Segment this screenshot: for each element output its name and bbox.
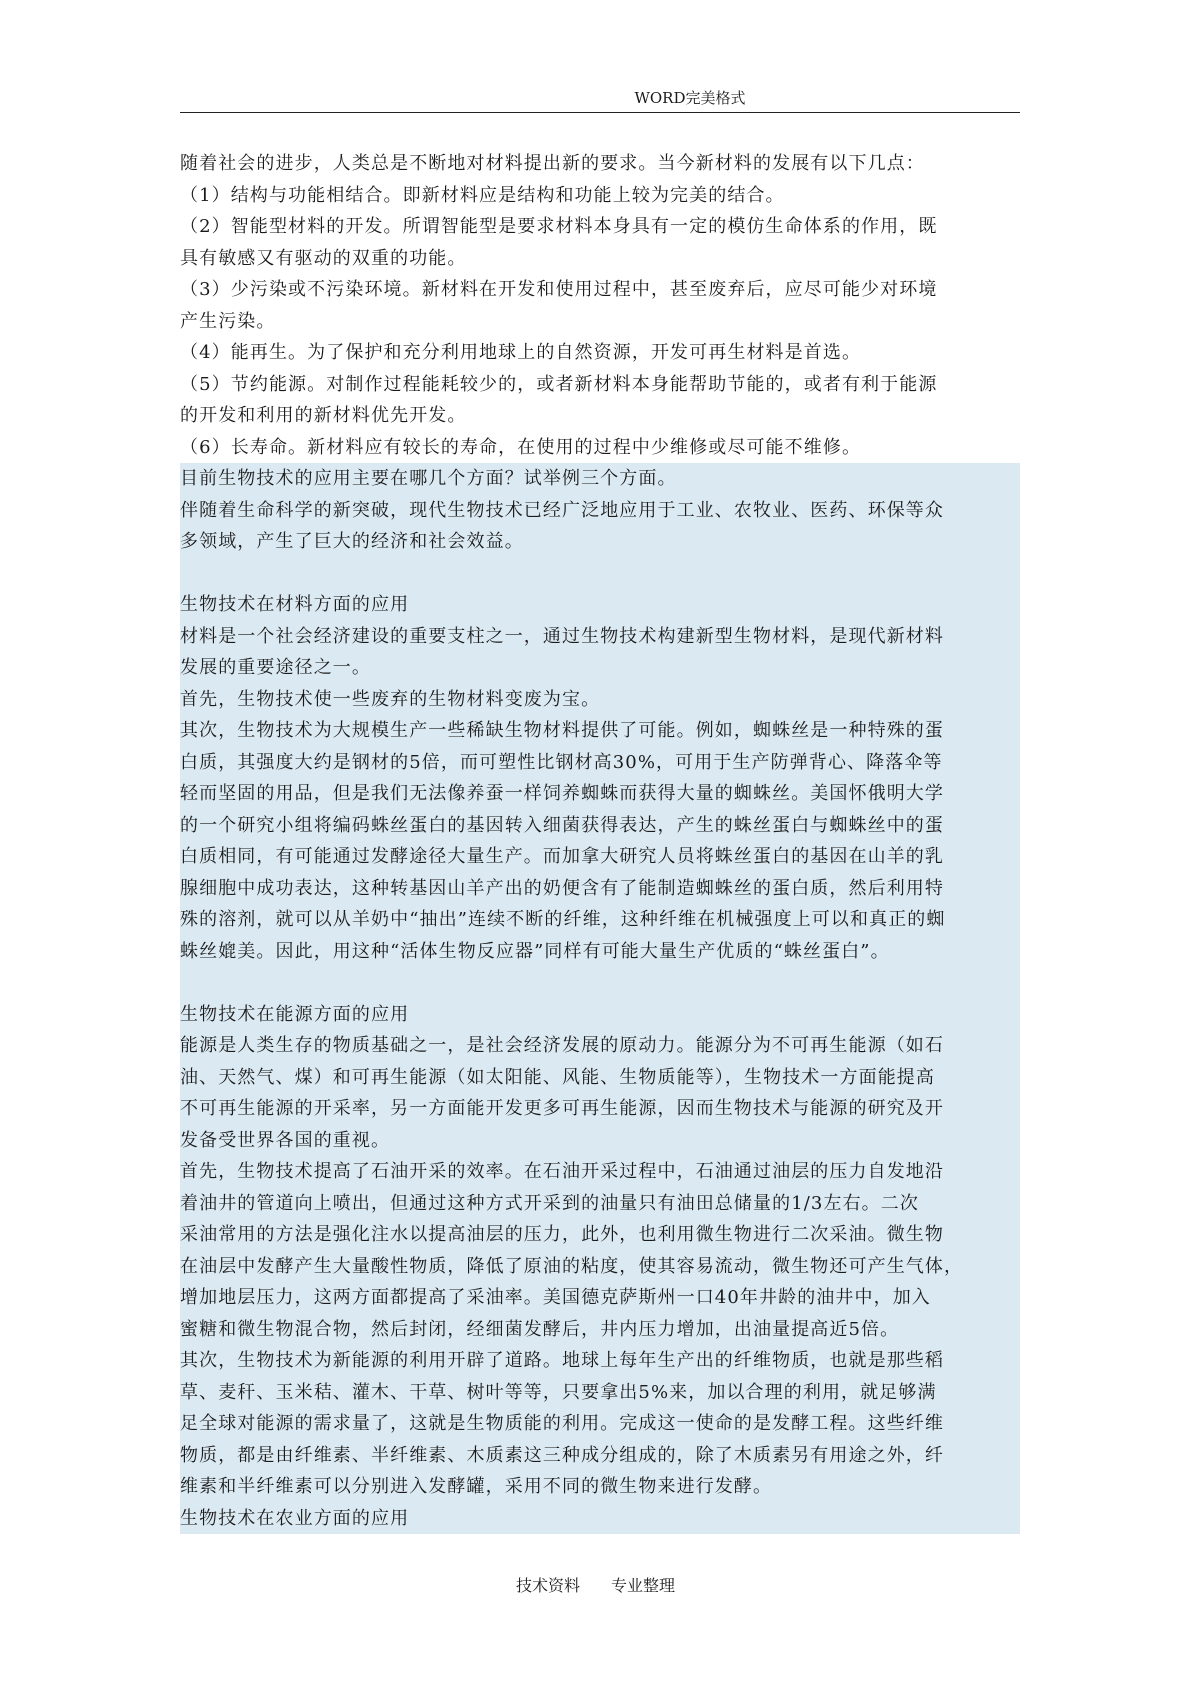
text-line: 多领域，产生了巨大的经济和社会效益。 bbox=[180, 526, 1020, 558]
text-line: （5）节约能源。对制作过程能耗较少的，或者新材料本身能帮助节能的，或者有利于能源 bbox=[180, 373, 938, 395]
text-line: 采油常用的方法是强化注水以提高油层的压力，此外，也利用微生物进行二次采油。微生物 bbox=[180, 1219, 1020, 1251]
text-line: 增加地层压力，这两方面都提高了采油率。美国德克萨斯州一口40年井龄的油井中，加入 bbox=[180, 1282, 1020, 1314]
footer-right: 专业整理 bbox=[611, 1576, 676, 1595]
text-line bbox=[180, 558, 1020, 590]
text-line: 的一个研究小组将编码蛛丝蛋白的基因转入细菌获得表达，产生的蛛丝蛋白与蜘蛛丝中的蛋 bbox=[180, 810, 1020, 842]
text-line: 足全球对能源的需求量了，这就是生物质能的利用。完成这一使命的是发酵工程。这些纤维 bbox=[180, 1408, 1020, 1440]
text-line: 发备受世界各国的重视。 bbox=[180, 1125, 1020, 1157]
text-line: 蛛丝媲美。因此，用这种“活体生物反应器”同样有可能大量生产优质的“蛛丝蛋白”。 bbox=[180, 936, 1020, 968]
text-line: 生物技术在材料方面的应用 bbox=[180, 589, 1020, 621]
text-line: （1）结构与功能相结合。即新材料应是结构和功能上较为完美的结合。 bbox=[180, 184, 785, 206]
text-line: 不可再生能源的开采率，另一方面能开发更多可再生能源，因而生物技术与能源的研究及开 bbox=[180, 1093, 1020, 1125]
text-line: （6）长寿命。新材料应有较长的寿命，在使用的过程中少维修或尽可能不维修。 bbox=[180, 436, 862, 458]
text-line: 生物技术在能源方面的应用 bbox=[180, 999, 1020, 1031]
text-line: 腺细胞中成功表达，这种转基因山羊产出的奶便含有了能制造蜘蛛丝的蛋白质，然后利用特 bbox=[180, 873, 1020, 905]
footer-left: 技术资料 bbox=[515, 1576, 580, 1595]
text-line: 具有敏感又有驱动的双重的功能。 bbox=[180, 247, 467, 269]
text-line: 目前生物技术的应用主要在哪几个方面？试举例三个方面。 bbox=[180, 463, 1020, 495]
text-line: 首先，生物技术使一些废弃的生物材料变废为宝。 bbox=[180, 684, 1020, 716]
text-line: 蜜糖和微生物混合物，然后封闭，经细菌发酵后，井内压力增加，出油量提高近5倍。 bbox=[180, 1314, 1020, 1346]
text-line: （3）少污染或不污染环境。新材料在开发和使用过程中，甚至废弃后，应尽可能少对环境 bbox=[180, 279, 938, 300]
text-line: 殊的溶剂，就可以从羊奶中“抽出”连续不断的纤维，这种纤维在机械强度上可以和真正的蜘 bbox=[180, 904, 1020, 936]
text-line: 首先，生物技术提高了石油开采的效率。在石油开采过程中，石油通过油层的压力自发地沿 bbox=[180, 1156, 1020, 1188]
document-body bbox=[180, 148, 1020, 1534]
text-line: 材料是一个社会经济建设的重要支柱之一，通过生物技术构建新型生物材料，是现代新材料 bbox=[180, 621, 1020, 653]
text-line: 油、天然气、煤）和可再生能源（如太阳能、风能、生物质能等），生物技术一方面能提高 bbox=[180, 1062, 1020, 1094]
text-line: 其次，生物技术为大规模生产一些稀缺生物材料提供了可能。例如，蜘蛛丝是一种特殊的蛋 bbox=[180, 715, 1020, 747]
text-line: 轻而坚固的用品，但是我们无法像养蚕一样饲养蜘蛛而获得大量的蜘蛛丝。美国怀俄明大学 bbox=[180, 778, 1020, 810]
text-line: 能源是人类生存的物质基础之一，是社会经济发展的原动力。能源分为不可再生能源（如石 bbox=[180, 1030, 1020, 1062]
header-title: WORD完美格式 bbox=[634, 89, 746, 107]
text-line: 生物技术在农业方面的应用 bbox=[180, 1503, 1020, 1535]
text-line: （4）能再生。为了保护和充分利用地球上的自然资源，开发可再生材料是首选。 bbox=[180, 342, 862, 363]
text-line: 的开发和利用的新材料优先开发。 bbox=[180, 405, 467, 426]
text-line: 物质，都是由纤维素、半纤维素、木质素这三种成分组成的，除了木质素另有用途之外，纤 bbox=[180, 1440, 1020, 1472]
text-line: 产生污染。 bbox=[180, 310, 276, 332]
text-line: 其次，生物技术为新能源的利用开辟了道路。地球上每年生产出的纤维物质，也就是那些稻 bbox=[180, 1345, 1020, 1377]
text-line: 着油井的管道向上喷出，但通过这种方式开采到的油量只有油田总储量的1/3左右。二次 bbox=[180, 1188, 1020, 1220]
text-line: 发展的重要途径之一。 bbox=[180, 652, 1020, 684]
text-line: （2）智能型材料的开发。所谓智能型是要求材料本身具有一定的模仿生命体系的作用，既 bbox=[180, 216, 938, 237]
text-line: 维素和半纤维素可以分别进入发酵罐，采用不同的微生物来进行发酵。 bbox=[180, 1471, 1020, 1503]
text-line: 草、麦秆、玉米秸、灌木、干草、树叶等等，只要拿出5%来，加以合理的利用，就足够满 bbox=[180, 1377, 1020, 1409]
text-line: 在油层中发酵产生大量酸性物质，降低了原油的粘度，使其容易流动，微生物还可产生气体， bbox=[180, 1251, 1020, 1283]
text-line: 白质，其强度大约是钢材的5倍，而可塑性比钢材高30%，可用于生产防弹背心、降落伞等 bbox=[180, 747, 1020, 779]
text-line: 白质相同，有可能通过发酵途径大量生产。而加拿大研究人员将蛛丝蛋白的基因在山羊的乳 bbox=[180, 841, 1020, 873]
page-header bbox=[180, 88, 1020, 113]
text-line: 随着社会的进步，人类总是不断地对材料提出新的要求。当今新材料的发展有以下几点： bbox=[180, 153, 925, 174]
page-footer bbox=[0, 1576, 1191, 1596]
text-line: 伴随着生命科学的新突破，现代生物技术已经广泛地应用于工业、农牧业、医药、环保等众 bbox=[180, 495, 1020, 527]
text-line bbox=[180, 967, 1020, 999]
